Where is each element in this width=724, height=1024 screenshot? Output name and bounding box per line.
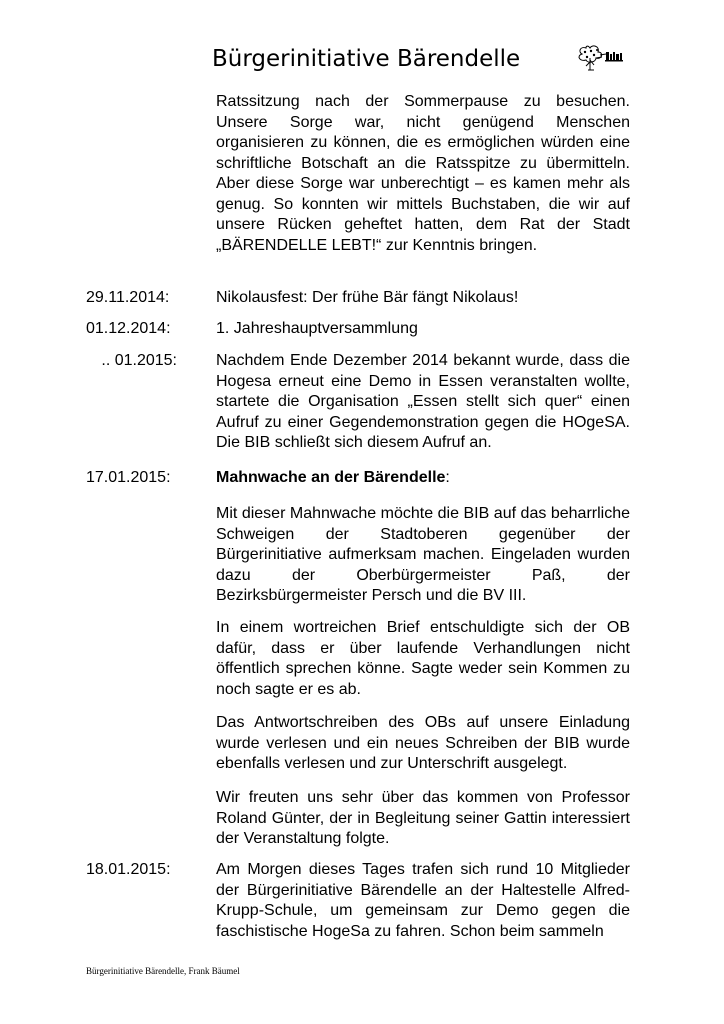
entry-paragraph: In einem wortreichen Brief entschuldigte sich der OB dafür, dass er über laufende Verhandlungen nicht öffentlich sprechen könne. Sagte weder sein Kommen zu noch sagte er es ab. [216,619,630,698]
entry-heading-text: Mahnwache an der Bärendelle [216,469,446,486]
entry-date: .. 01.2015: [101,352,177,369]
entry-date: 18.01.2015: [86,861,171,878]
entry-date: 17.01.2015: [86,469,171,486]
entry-heading [216,468,630,489]
entry-heading-suffix: : [445,469,450,486]
entry-date: 01.12.2014: [86,320,171,337]
entry-paragraph: Nikolausfest: Der frühe Bär fängt Nikolaus! [216,289,519,306]
page-footer: Bürgerinitiative Bärendelle, Frank Bäumel [86,966,240,976]
entry-paragraph: Mit dieser Mahnwache möchte die BIB auf das beharrliche Schweigen der Stadtoberen gegenüber der Bürgerinitiative aufmerksam machen. Eingeladen wurden dazu der Oberbürgermeister Paß, der Bezirksbürgermeister Persch und die BV III. [216,505,630,604]
page-header-title: Bürgerinitiative Bärendelle [212,46,521,72]
entry-paragraph: Am Morgen dieses Tages trafen sich rund 10 Mitglieder der Bürgerinitiative Bärendelle an der Haltestelle Alfred-Krupp-Schule, um gemeinsam zur Demo gegen die faschistische HogeSa zu fahren. Schon beim sammeln [216,861,630,940]
entry-paragraph: Wir freuten uns sehr über das kommen von Professor Roland Günter, der in Begleitung seiner Gattin interessiert der Veranstaltung folgte. [216,789,630,847]
tree-logo-icon [572,40,628,76]
entry-paragraph: Ratssitzung nach der Sommerpause zu besuchen. Unsere Sorge war, nicht genügend Menschen organisieren zu können, die es ermöglichen würden eine schriftliche Botschaft an die Ratsspitze zu übermitteln. Aber diese Sorge war unberechtigt – es kamen mehr als genug. So konnten wir mittels Buchstaben, die wir auf unsere Rücken geheftet hatten, dem Rat der Stadt „BÄRENDELLE LEBT!“ zur Kenntnis bringen. [216,93,630,254]
entry-paragraph: Das Antwortschreiben des OBs auf unsere Einladung wurde verlesen und ein neues Schreiben der BIB wurde ebenfalls verlesen und zur Unterschrift ausgelegt. [216,714,630,772]
entry-paragraph: 1. Jahreshauptversammlung [216,320,418,337]
entry-paragraph: Nachdem Ende Dezember 2014 bekannt wurde, dass die Hogesa erneut eine Demo in Essen veranstalten wollte, startete die Organisation „Essen stellt sich quer“ einen Aufruf zu einer Gegendemonstration gegen die HOgeSA. Die BIB schließt sich diesem Aufruf an. [216,352,630,451]
entry-date: 29.11.2014: [86,289,170,306]
